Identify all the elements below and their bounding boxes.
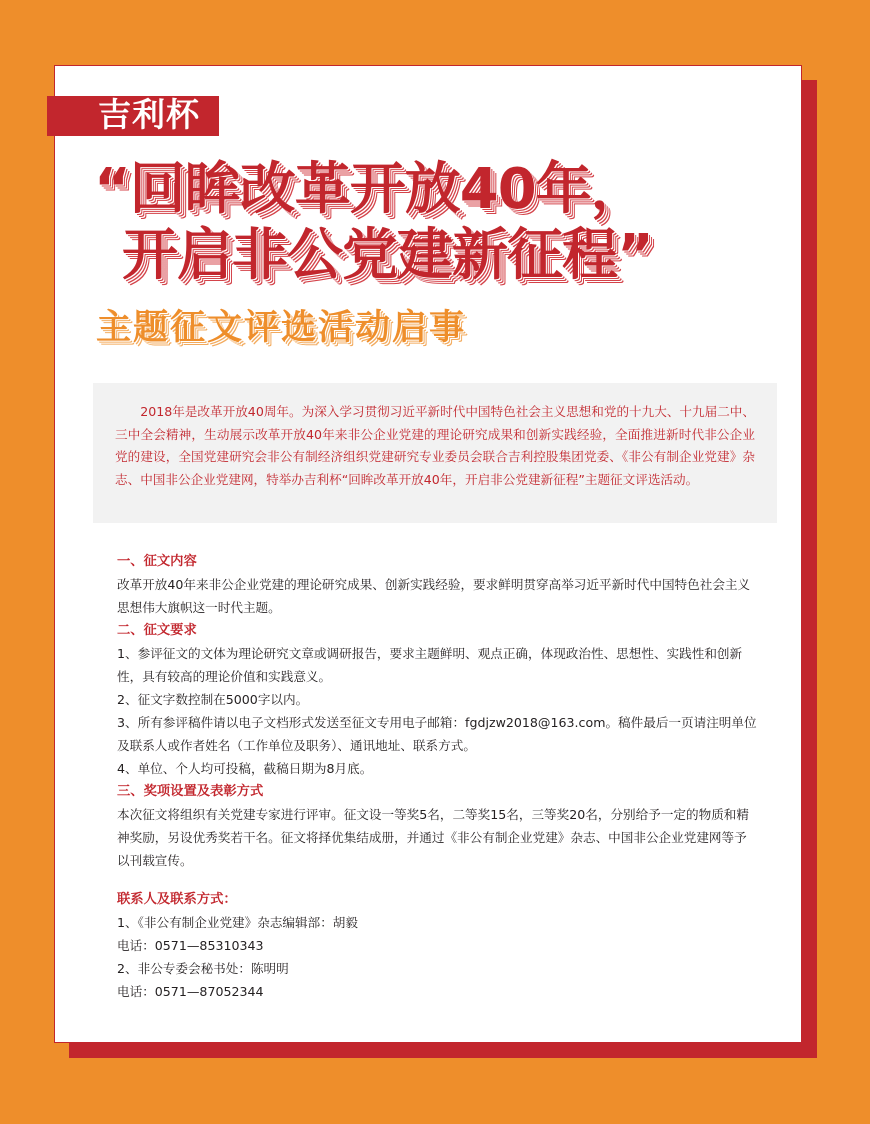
requirement-item: 2、征文字数控制在5000字以内。: [117, 692, 309, 707]
section-title-awards: 三、奖项设置及表彰方式: [117, 784, 264, 799]
section-paragraph: 改革开放40年来非公企业党建的理论研究成果、创新实践经验，要求鲜明贯穿高举习近平新时代中国特色社会主义思想伟大旗帜这一时代主题。: [117, 577, 751, 615]
requirement-item: 3、所有参评稿件请以电子文档形式发送至征文专用电子邮箱：fgdjzw2018@163.com。稿件最后一页请注明单位及联系人或作者姓名（工作单位及职务）、通讯地址、联系方式。: [117, 715, 757, 753]
contact-phone: 电话：0571—85310343: [117, 938, 264, 953]
subheadline: 主题征文评选活动启事: [96, 308, 467, 348]
section-title-requirements: 二、征文要求: [117, 623, 197, 638]
section-title-content: 一、征文内容: [117, 554, 197, 569]
contact-title: 联系人及联系方式：: [117, 892, 237, 907]
notice-body: [117, 550, 757, 1003]
spacer: [117, 872, 757, 888]
contact-phone: 电话：0571—87052344: [117, 984, 264, 999]
intro-box: [93, 383, 777, 523]
requirement-item: 1、参评征文的文体为理论研究文章或调研报告，要求主题鲜明、观点正确，体现政治性、思想性、实践性和创新性，具有较高的理论价值和实践意义。: [117, 646, 743, 684]
headline-line-2: 开启非公党建新征程”: [122, 223, 653, 288]
contact-line: 2、非公专委会秘书处：陈明明: [117, 961, 289, 976]
headline-line-1: “回眸改革开放40年，: [94, 157, 646, 222]
badge-label: 吉利杯: [98, 95, 200, 134]
contact-line: 1、《非公有制企业党建》杂志编辑部：胡毅: [117, 915, 358, 930]
section-paragraph: 本次征文将组织有关党建专家进行评审。征文设一等奖5名，二等奖15名，三等奖20名，分别给予一定的物质和精神奖励，另设优秀奖若干名。征文将择优集结成册，并通过《非公有制企业党建》杂志、中国非公企业党建网等予以刊载宣传。: [117, 807, 749, 868]
requirement-item: 4、单位、个人均可投稿，截稿日期为8月底。: [117, 761, 373, 776]
intro-paragraph: 2018年是改革开放40周年。为深入学习贯彻习近平新时代中国特色社会主义思想和党的十九大、十九届二中、三中全会精神，生动展示改革开放40年来非公企业党建的理论研究成果和创新实践经验，全面推进新时代非公企业党的建设，全国党建研究会非公有制经济组织党建研究专业委员会联合吉利控股集团党委、《非公有制企业党建》杂志、中国非公企业党建网，特举办吉利杯“回眸改革开放40年，开启非公党建新征程”主题征文评选活动。: [115, 404, 755, 487]
